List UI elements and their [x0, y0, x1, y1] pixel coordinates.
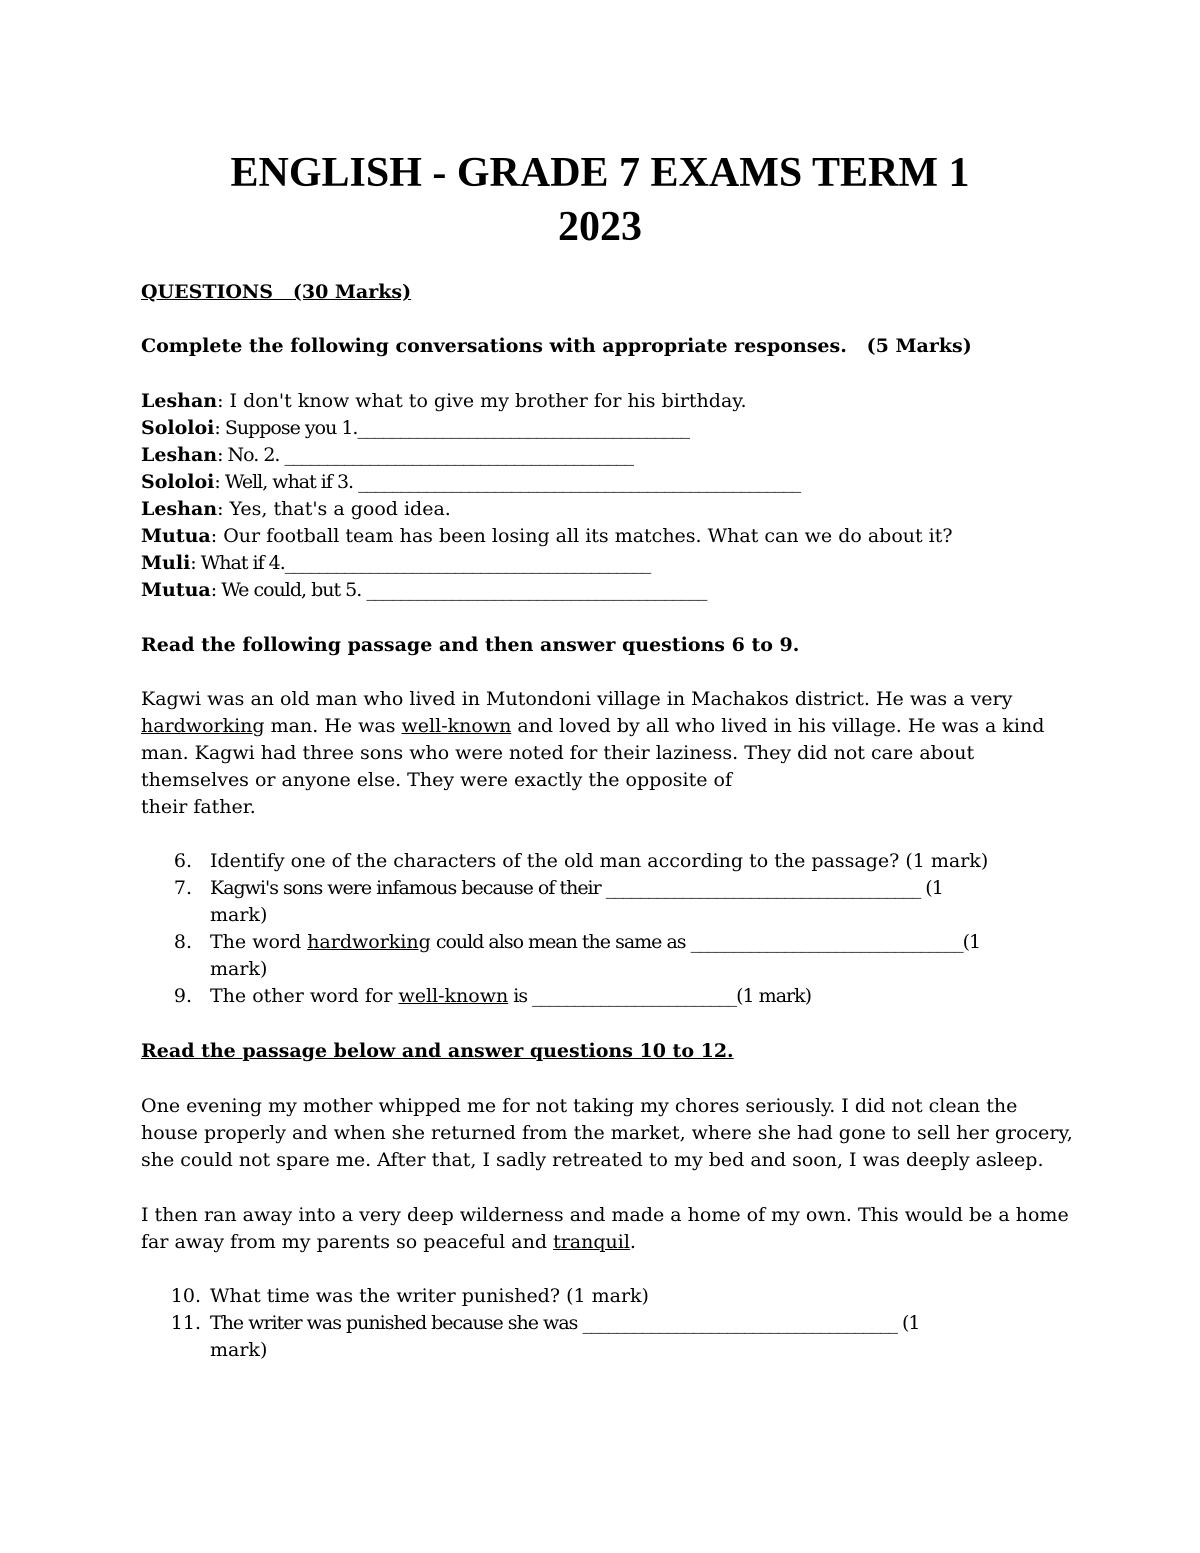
- section1-instruction-text: Complete the following conversations with appropriate responses.: [141, 335, 847, 357]
- passage-line: [141, 1229, 636, 1256]
- section3-instruction: Read the passage below and answer questions 10 to 12.: [141, 1040, 734, 1062]
- underlined-word: tranquil: [553, 1231, 630, 1253]
- exam-title-line1: ENGLISH - GRADE 7 EXAMS TERM 1: [230, 150, 970, 196]
- dialogue-text: : I don't know what to give my brother for his birthday.: [217, 390, 747, 412]
- dialogue-line: [141, 496, 451, 523]
- passage-line: One evening my mother whipped me for not taking my chores seriously. I did not clean the: [141, 1095, 1018, 1117]
- question-text: Kagwi's sons were infamous because of their _____________________________________ (1: [210, 877, 943, 899]
- question-number: 11.: [170, 1312, 201, 1334]
- section1-instruction: [141, 333, 972, 360]
- dialogue-text: : Suppose you 1._______________________________________: [214, 417, 689, 439]
- dialogue-line: [141, 415, 689, 442]
- dialogue-text: : What if 4.___________________________________________: [190, 552, 651, 574]
- question-text: What time was the writer punished? (1 mark): [210, 1285, 649, 1307]
- question-text-cont: mark): [210, 904, 268, 926]
- passage-line: house properly and when she returned from the market, where she had gone to sell her grocery,: [141, 1122, 1073, 1144]
- question-number: 8.: [173, 931, 192, 953]
- passage-line: themselves or anyone else. They were exactly the opposite of: [141, 769, 732, 791]
- speaker-name: Muli: [141, 552, 191, 574]
- question-text-part: is ________________________(1 mark): [508, 985, 812, 1007]
- question-number: 6.: [173, 850, 192, 872]
- underlined-word: hardworking: [141, 715, 265, 737]
- question-text: [210, 929, 980, 956]
- dialogue-text: : We could, but 5. ________________________________________: [210, 579, 707, 601]
- question-text-cont: mark): [210, 958, 268, 980]
- question-number: 10.: [170, 1285, 201, 1307]
- speaker-name: Mutua: [141, 525, 211, 547]
- dialogue-text: : No. 2. _________________________________________: [217, 444, 634, 466]
- questions-heading-marks: (30 Marks): [292, 281, 412, 303]
- dialogue-text: : Our football team has been losing all its matches. What can we do about it?: [210, 525, 953, 547]
- dialogue-text: : Well, what if 3. ____________________________________________________: [214, 471, 801, 493]
- passage-line: their father.: [141, 796, 256, 818]
- underlined-word: well-known: [401, 715, 512, 737]
- dialogue-line: [141, 388, 747, 415]
- section1-marks: (5 Marks): [866, 335, 972, 357]
- dialogue-line: [141, 442, 633, 469]
- question-text: Identify one of the characters of the old man according to the passage? (1 mark): [210, 850, 989, 872]
- dialogue-line: [141, 550, 650, 577]
- dialogue-line: [141, 469, 800, 496]
- dialogue-line: [141, 523, 953, 550]
- question-text-part: The other word for: [210, 985, 399, 1007]
- underlined-word: hardworking: [307, 931, 431, 953]
- passage-line: Kagwi was an old man who lived in Mutondoni village in Machakos district. He was a very: [141, 688, 1013, 710]
- passage-line: I then ran away into a very deep wilderness and made a home of my own. This would be a home: [141, 1204, 1069, 1226]
- speaker-name: Leshan: [141, 444, 218, 466]
- passage-text: .: [629, 1231, 636, 1253]
- question-text: [210, 983, 811, 1010]
- questions-heading: [141, 279, 411, 306]
- questions-heading-label: QUESTIONS: [141, 281, 273, 303]
- speaker-name: Mutua: [141, 579, 211, 601]
- speaker-name: Leshan: [141, 498, 218, 520]
- speaker-name: Leshan: [141, 390, 218, 412]
- question-text: The writer was punished because she was _____________________________________ (1: [210, 1312, 920, 1334]
- question-text-part: could also mean the same as ________________________________(1: [430, 931, 981, 953]
- passage-text: far away from my parents so peaceful and: [141, 1231, 554, 1253]
- exam-title-line2: 2023: [558, 204, 642, 250]
- question-text-cont: mark): [210, 1339, 268, 1361]
- question-number: 7.: [173, 877, 192, 899]
- dialogue-line: [141, 577, 706, 604]
- passage-text: man. He was: [264, 715, 402, 737]
- passage-line: [141, 713, 1044, 740]
- passage-line: she could not spare me. After that, I sadly retreated to my bed and soon, I was deeply asleep.: [141, 1149, 1044, 1171]
- speaker-name: Sololoi: [141, 417, 215, 439]
- speaker-name: Sololoi: [141, 471, 215, 493]
- underlined-word: well-known: [398, 985, 509, 1007]
- passage-line: man. Kagwi had three sons who were noted for their laziness. They did not care about: [141, 742, 975, 764]
- section2-instruction: Read the following passage and then answer questions 6 to 9.: [141, 634, 800, 656]
- question-text-part: The word: [210, 931, 308, 953]
- passage-text: and loved by all who lived in his village. He was a kind: [511, 715, 1045, 737]
- question-number: 9.: [173, 985, 192, 1007]
- dialogue-text: : Yes, that's a good idea.: [217, 498, 451, 520]
